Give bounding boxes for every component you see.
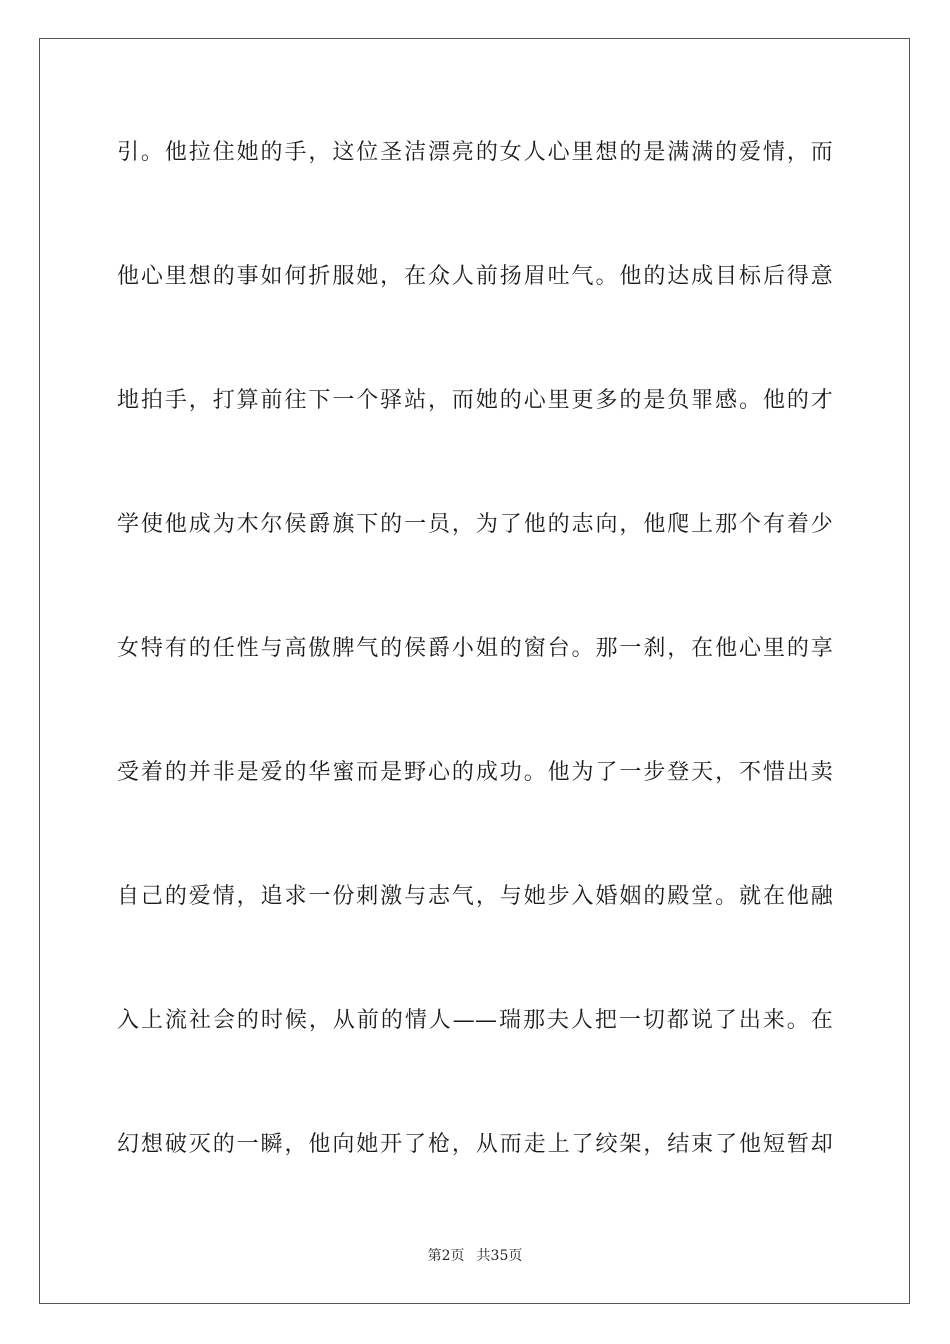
text-line: 引。他拉住她的手，这位圣洁漂亮的女人心里想的是满满的爱情，而	[117, 140, 833, 165]
text-line: 他心里想的事如何折服她，在众人前扬眉吐气。他的达成目标后得意	[117, 264, 833, 289]
text-line: 女特有的任性与高傲脾气的侯爵小姐的窗台。那一刹，在他心里的享	[117, 636, 833, 661]
text-line: 入上流社会的时候，从前的情人——瑞那夫人把一切都说了出来。在	[117, 1008, 833, 1033]
text-line: 受着的并非是爱的华蜜而是野心的成功。他为了一步登天，不惜出卖	[117, 760, 833, 785]
text-line: 地拍手，打算前往下一个驿站，而她的心里更多的是负罪感。他的才	[117, 388, 833, 413]
text-line: 幻想破灭的一瞬，他向她开了枪，从而走上了绞架，结束了他短暂却	[117, 1132, 833, 1157]
page-footer	[0, 1247, 950, 1265]
text-line: 自己的爱情，追求一份刺激与志气，与她步入婚姻的殿堂。就在他融	[117, 884, 833, 909]
page-total: 共35页	[476, 1248, 523, 1264]
page-number: 第2页	[427, 1248, 465, 1264]
text-line: 学使他成为木尔侯爵旗下的一员，为了他的志向，他爬上那个有着少	[117, 512, 833, 537]
page-border	[39, 38, 910, 1304]
